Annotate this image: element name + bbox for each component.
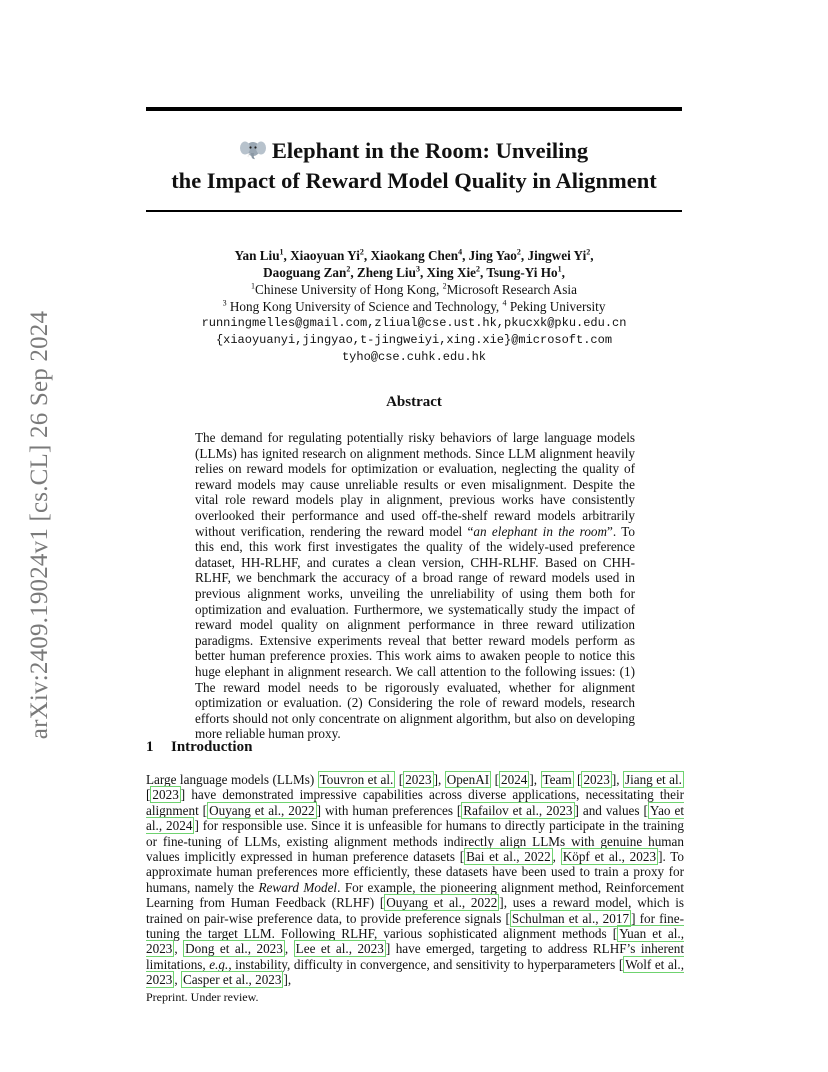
- citation-link[interactable]: Dong et al., 2023: [185, 941, 283, 957]
- author-name: Xiaokang Chen: [370, 248, 459, 263]
- affiliation-line-1: $^1$Chinese University of Hong Kong, $^2$Microsoft Research Asia: [251, 281, 577, 297]
- author-affil-mark: 2: [475, 264, 480, 274]
- intro-text: [: [146, 787, 151, 803]
- elephant-icon: [240, 139, 266, 167]
- citation-link[interactable]: Team: [542, 772, 572, 787]
- author-name: Tsung-Yi Ho: [486, 265, 558, 280]
- author-name: Xiaoyuan Yi: [290, 248, 360, 263]
- author-affil-mark: 1: [557, 264, 562, 274]
- intro-text: [: [573, 772, 582, 787]
- intro-text: ] for responsible use. Since it is unfeasible for humans to directly participate in the training or fine-tuning of LLMs, existing alignment methods indirectly align LLMs with genuine human values implicitly expressed in human preference datasets [: [146, 818, 684, 865]
- abstract-text-part-2: ”. To this end, this work first investigates the quality of the widely-used preference dataset, HH-RLHF, and curates a clean version, CHH-RLHF. Based on CHH-RLHF, we benchmark the accuracy of a broad range of reward models used in previous alignment works, unveiling the unreliability of using them both for optimization and evaluation. Furthermore, we systematically study the impact of reward model quality on alignment performance in three reward utilization paradigms. Extensive experiments reveal that better reward models perform as better human preference proxies. This work aims to awaken people to notice this huge elephant in alignment research. We call attention to the following issues: (1) The reward model needs to be rigorously evaluated, whether for alignment optimization or evaluation. (2) Considering the role of reward models, research efforts should not only concentrate on alignment algorithm, but also on developing more reliable human proxy.: [195, 523, 636, 742]
- author-affil-mark: 2: [516, 247, 521, 257]
- title-line-2: the Impact of Reward Model Quality in Alignment: [171, 168, 657, 193]
- intro-text: Large language models (LLMs): [146, 772, 318, 787]
- title-text-line-1: Elephant in the Room: Unveiling: [271, 138, 589, 163]
- affiliation-text: Chinese University of Hong Kong,: [255, 282, 440, 297]
- abstract-text-part-1: The demand for regulating potentially risky behaviors of large language models (LLMs) has ignited research on alignment methods. Since LLM alignment heavily relies on reward models for optimization or evaluation, neglecting the quality of reward models may cause unreliable results or even misalignment. Despite the vital role reward models play in alignment, previous works have consistently overlooked their performance and used off-the-shelf reward models arbitrarily without verification, rendering the reward model “: [195, 430, 635, 539]
- author-name: Zheng Liu: [356, 265, 416, 280]
- citation-link[interactable]: Ouyang et al., 2022: [386, 895, 498, 911]
- citation-link[interactable]: Yao et al., 2024: [146, 802, 684, 834]
- paper-title: [146, 137, 682, 194]
- citation-link[interactable]: Touvron et al.: [319, 772, 394, 787]
- author-name: Jing Yao: [468, 248, 517, 263]
- citation-link[interactable]: 2023: [152, 787, 179, 803]
- page-footer: Preprint. Under review.: [146, 990, 259, 1004]
- affiliation-text: Peking University: [506, 299, 606, 314]
- intro-text: ] with human preferences [: [316, 802, 462, 818]
- citation-link[interactable]: Schulman et al., 2017: [511, 910, 630, 926]
- intro-text: ,: [174, 972, 181, 988]
- abstract-heading: Abstract: [386, 394, 442, 410]
- author-affil-mark: 2: [359, 247, 364, 257]
- citation-link[interactable]: Bai et al., 2022: [466, 849, 551, 865]
- citation-link[interactable]: Jiang et al.: [624, 772, 682, 787]
- intro-text: ,: [174, 941, 184, 957]
- intro-text: ] and values [: [574, 802, 648, 818]
- citation-link[interactable]: Rafailov et al., 2023: [463, 802, 573, 818]
- intro-text: [: [395, 772, 404, 787]
- citation-link[interactable]: 2023: [405, 772, 432, 787]
- intro-text: ] for fine-tuning the target LLM. Following RLHF, various sophisticated alignment methods [: [146, 910, 684, 942]
- arxiv-sidebar-stamp: [10, 290, 70, 760]
- affiliation-line-2: $^3$ Hong Kong University of Science and Technology, $^4$ Peking University: [222, 298, 606, 314]
- abstract-body: [195, 430, 635, 742]
- title-top-rule: [146, 107, 682, 111]
- section-number: 1: [146, 739, 154, 755]
- author-name: Yan Liu: [234, 248, 280, 263]
- title-line-1: [146, 137, 682, 167]
- citation-link[interactable]: Wolf et al., 2023: [146, 956, 685, 988]
- intro-text: ],: [611, 772, 623, 787]
- citation-link[interactable]: Lee et al., 2023: [295, 941, 384, 957]
- intro-text: ,: [284, 941, 294, 957]
- author-block: [146, 247, 682, 366]
- citation-link[interactable]: Casper et al., 2023: [182, 972, 282, 988]
- author-affil-mark: 4: [458, 247, 463, 257]
- abstract-emphasis: an elephant in the room: [473, 523, 608, 539]
- intro-text: ], uses a reward model, which is trained on pair-wise preference data, to provide preference signals [: [146, 895, 684, 926]
- author-name: Jingwei Yi: [527, 248, 587, 263]
- section-title: Introduction: [171, 739, 253, 755]
- affiliation-text: Hong Kong University of Science and Technology,: [226, 299, 500, 314]
- intro-emphasis: Reward Model: [258, 879, 338, 895]
- title-bottom-rule: [146, 210, 682, 212]
- intro-text: ],: [529, 772, 541, 787]
- citation-link[interactable]: OpenAI: [446, 772, 490, 787]
- author-affil-mark: 1: [279, 247, 284, 257]
- intro-text: . For example, the pioneering alignment method, Reinforcement Learning from Human Feedback (RLHF) [: [146, 879, 684, 911]
- intro-emphasis: e.g.: [209, 956, 229, 972]
- author-affil-mark: 3: [415, 264, 420, 274]
- intro-text: ],: [433, 772, 445, 787]
- author-affil-mark: 2: [346, 264, 351, 274]
- arxiv-identifier: arXiv:2409.19024v1 [cs.CL] 26 Sep 2024: [26, 310, 53, 740]
- email-line-3[interactable]: tyho@cse.cuhk.edu.hk: [341, 350, 487, 364]
- citation-link[interactable]: Köpf et al., 2023: [562, 849, 657, 865]
- email-line-1[interactable]: runningmelles@gmail.com,zliual@cse.ust.hk,pkucxk@pku.edu.cn: [201, 316, 627, 330]
- intro-text: ,: [552, 849, 561, 865]
- citation-link[interactable]: 2023: [583, 772, 610, 787]
- section-heading-introduction: [146, 739, 252, 756]
- citation-link[interactable]: Ouyang et al., 2022: [209, 802, 315, 818]
- intro-text: ],: [283, 972, 292, 988]
- intro-text: ] have demonstrated impressive capabilities across diverse applications, necessitating their alignment [: [146, 787, 684, 818]
- affiliation-text: Microsoft Research Asia: [446, 282, 577, 297]
- intro-text: [: [491, 772, 499, 787]
- citation-link[interactable]: Yuan et al., 2023: [146, 926, 684, 957]
- author-affil-mark: 2: [586, 247, 591, 257]
- citation-link[interactable]: 2024: [501, 772, 528, 787]
- author-name: Daoguang Zan: [263, 265, 347, 280]
- intro-text: ] have emerged, targeting to address RLHF’s inherent limitations,: [146, 941, 685, 972]
- intro-text: ]. To approximate human preferences more efficiently, these datasets have been used to train a proxy for humans, namely the: [146, 849, 684, 895]
- introduction-paragraph: [146, 772, 684, 988]
- author-name: Xing Xie: [426, 265, 476, 280]
- email-line-2[interactable]: {xiaoyuanyi,jingyao,t-jingweiyi,xing.xie}@microsoft.com: [215, 333, 613, 347]
- author-list-line-1: Yan Liu$^1$, Xiaoyuan Yi$^2$, Xiaokang Chen$^4$, Jing Yao$^2$, Jingwei Yi$^2$,: [234, 247, 594, 263]
- intro-text: , instability, difficulty in convergence, and sensitivity to hyperparameters [: [228, 956, 624, 972]
- author-list-line-2: Daoguang Zan$^2$, Zheng Liu$^3$, Xing Xie$^2$, Tsung-Yi Ho$^1$,: [263, 264, 565, 280]
